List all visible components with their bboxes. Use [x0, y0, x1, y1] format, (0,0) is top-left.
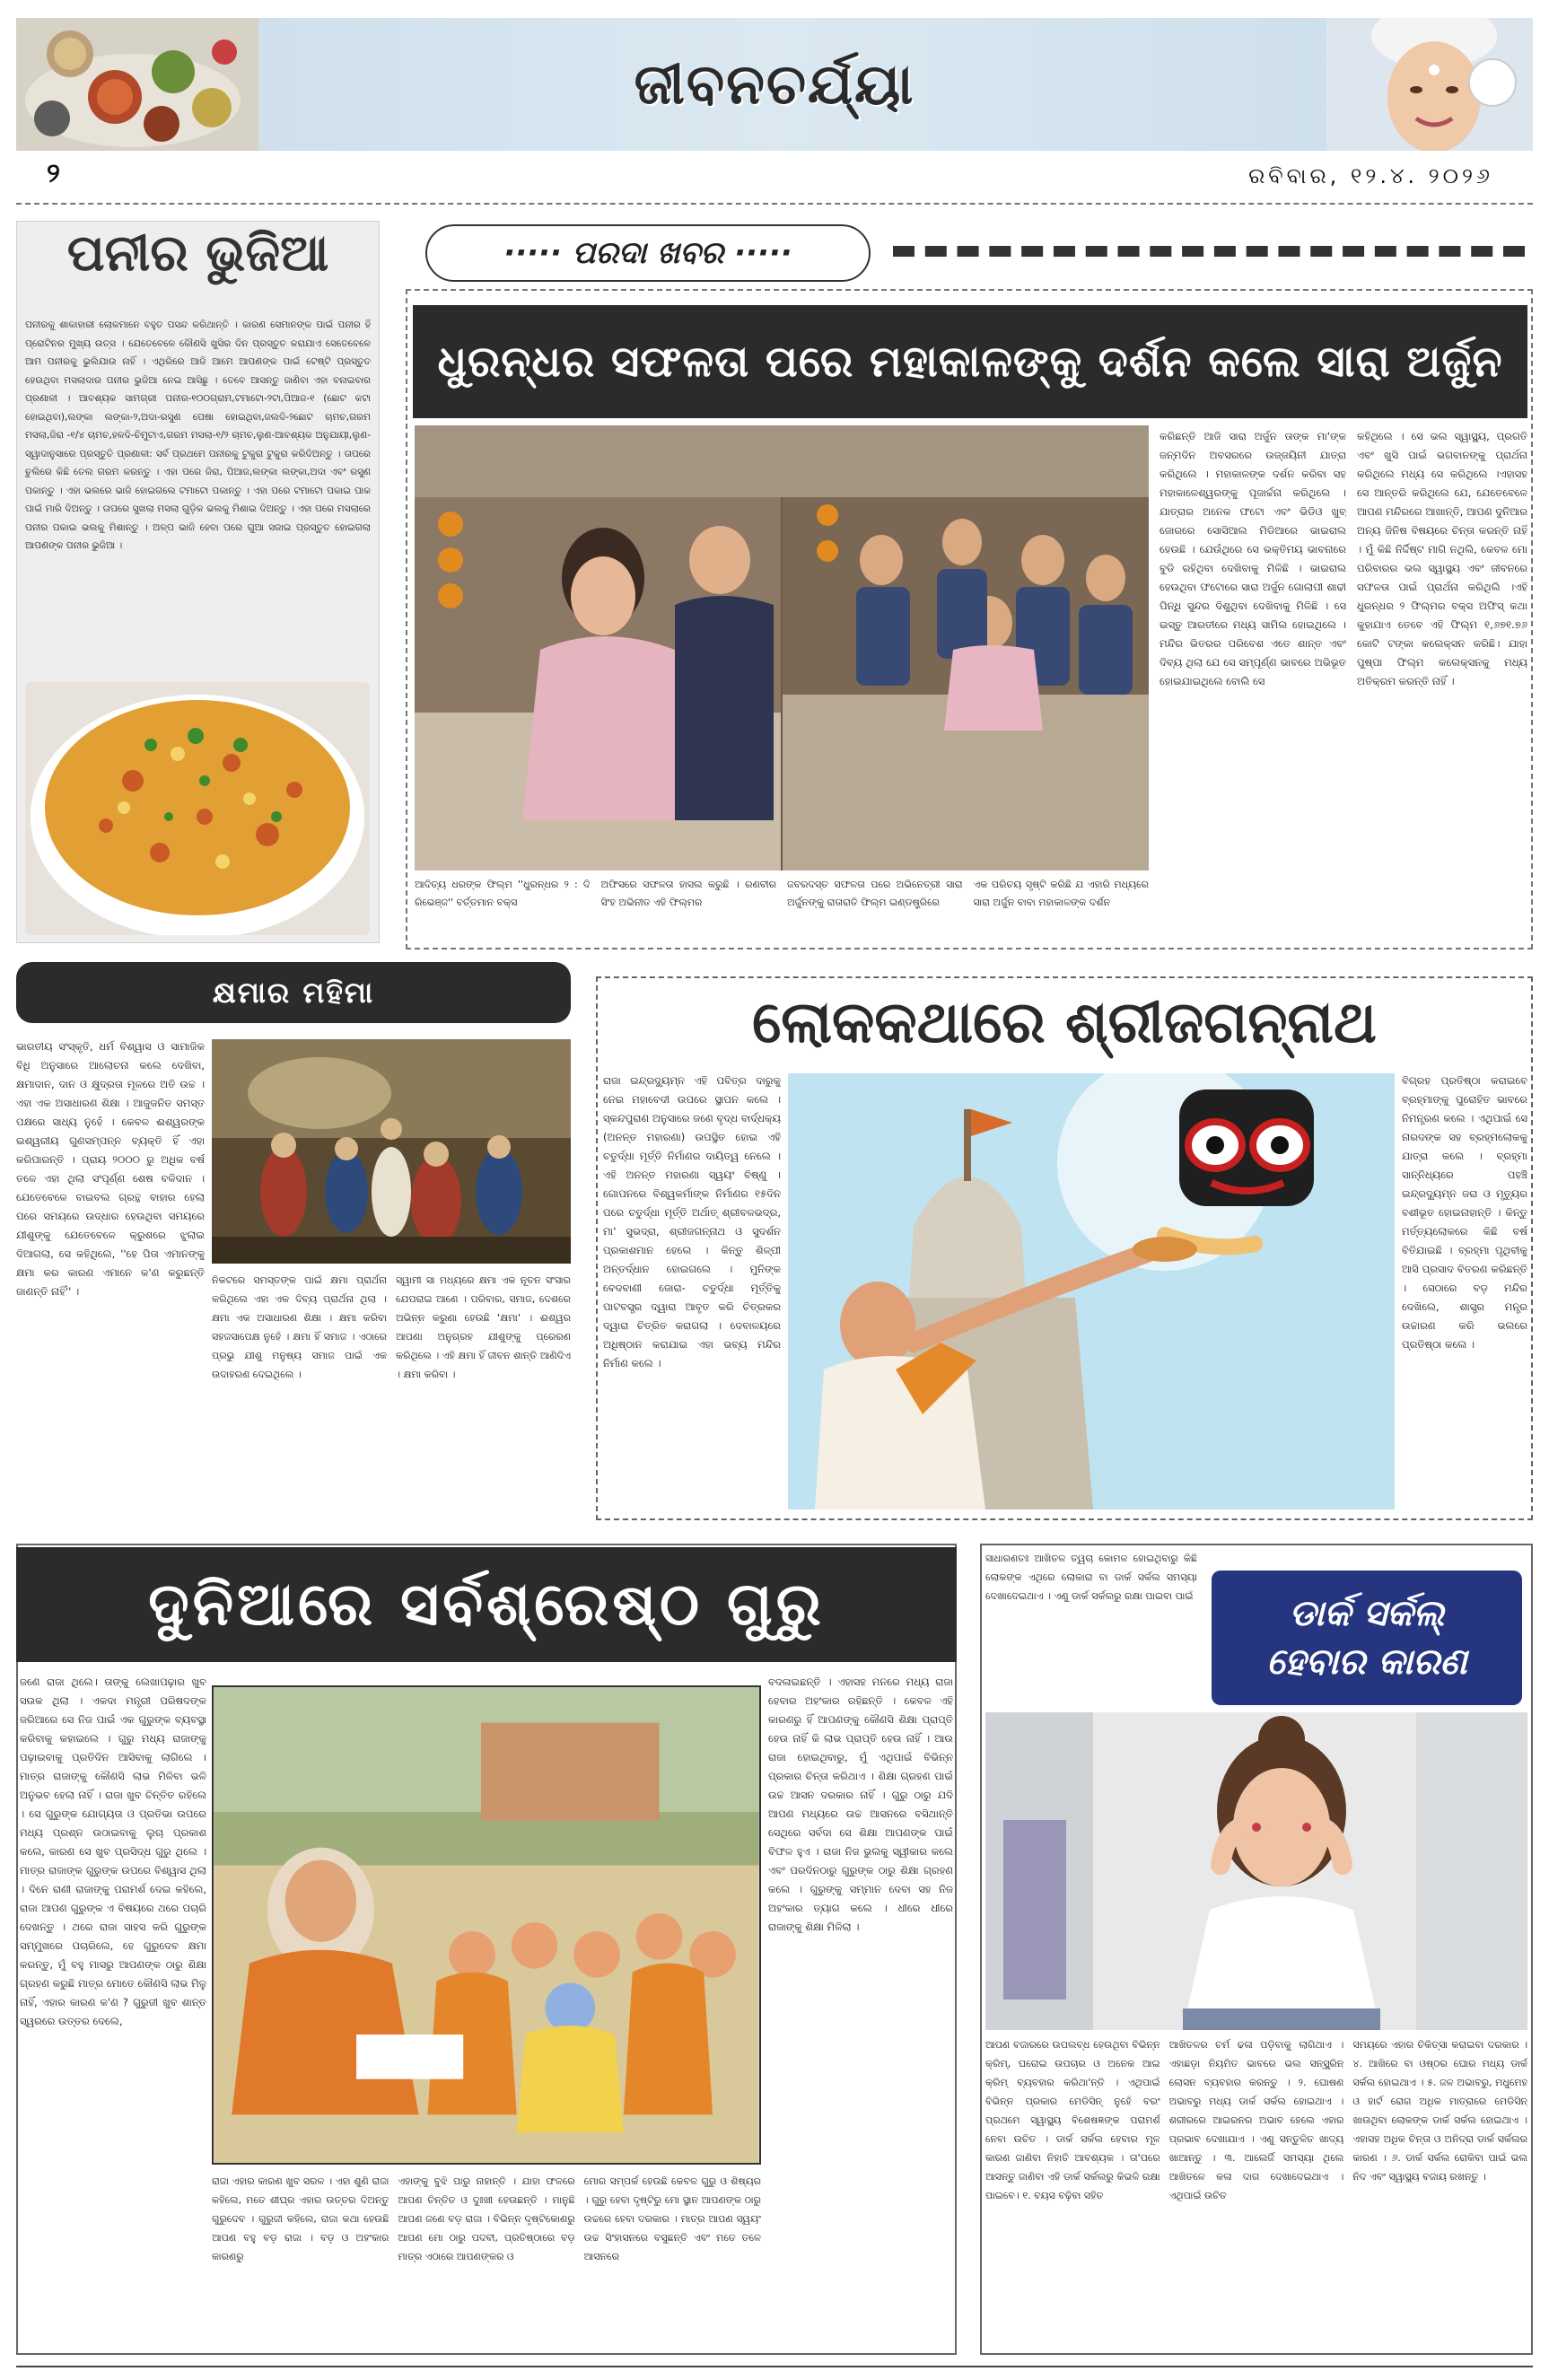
masthead-title: ଜୀବନଚର୍ଯ୍ୟା — [634, 51, 915, 117]
paneer-bhurji-photo — [25, 682, 370, 935]
film-news-column-1: କରିଛନ୍ତି ଆଜି ସାରା ଅର୍ଜୁନ ତାଙ୍କ ମା'ଙ୍କ ଜନ୍ମଦିନ ଅବସରରେ ଉଜ୍ଜୟିନୀ ଯାତ୍ରା କରିଥିଲେ । ମହାକାଳଙ୍କ ଦର୍ଶନ କରିବା ସହ ମହାକାଳେଶ୍ୱରଙ୍କୁ ପୂଜାର୍ଚ୍ଚନା କରିଥିଲେ । ଯାତ୍ରାର ଅନେକ ଫଟୋ ଏବଂ ଭିଡିଓ ଖୁବ୍ ଜୋରରେ ସୋସିଆଲ ମିଡିଆରେ ଭାଇରାଲ ହେଉଛି । ଯେଉଁଥିରେ ସେ ଭକ୍ତିମୟ ଭାବନାରେ ବୁଡି ରହିଥିବା ଦେଖିବାକୁ ମିଳିଛି । ଭାଇରାଲ ହେଉଥିବା ଫଟୋରେ ସାରା ଅର୍ଜୁନ ଗୋଲାପୀ ଶାଢୀ ପିନ୍ଧି ସୁନ୍ଦର ଦିଶୁଥିବା ଦେଖିବାକୁ ମିଳିଛି । ସେ ଇସ୍ତୁ ଆରତୀରେ ମଧ୍ୟ ସାମିଲ ହୋଇଥିଲେ । ମନ୍ଦିର ଭିତରର ପରିବେଶ ଏତେ ଶାନ୍ତ ଏବଂ ଦିବ୍ୟ ଥିଲା ଯେ ସେ ସମ୍ପୂର୍ଣ୍ଣ ଭାବରେ ଅଭିଭୂତ ହୋଇଯାଇଥିଲେ ବୋଲି ସେ — [1160, 430, 1346, 687]
footer-divider — [16, 2366, 1533, 2367]
folklore-column-1: ରାଜା ଇନ୍ଦ୍ରଦ୍ୟୁମ୍ନ ଏହି ପବିତ୍ର ଦାରୁକୁ ନେଇ ମହାବେଦୀ ଉପରେ ସ୍ଥାପନ କଲେ । ସ୍କନ୍ଦପୁରାଣ ଅନୁସାରେ ଜଣେ ବୃଦ୍ଧ ବାର୍ଦ୍ଧକ୍ୟ (ଅନନ୍ତ ମହାରଣା) ଉପସ୍ଥିତ ହୋଇ ଏହି ଚତୁର୍ଦ୍ଧା ମୂର୍ତ୍ତି ନିର୍ମାଣର ଦାୟିତ୍ୱ ନେଲେ । ଏହି ଅନନ୍ତ ମହାରଣା ସ୍ୱୟଂ ବିଷ୍ଣୁ । ଗୋପନରେ ବିଶ୍ୱକର୍ମାଙ୍କ ନିର୍ମାଣର ୧୫ଦିନ ପରେ ଚତୁର୍ଦ୍ଧା ମୂର୍ତ୍ତି ଅର୍ଥାତ୍ ଶ୍ରୀବଳଭଦ୍ର, ମା' ସୁଭଦ୍ରା, ଶ୍ରୀଜଗନ୍ନାଥ ଓ ସୁଦର୍ଶନ ପ୍ରକାଶମାନ ହେଲେ । କିନ୍ତୁ ଶିଳ୍ପୀ ଅନ୍ତର୍ଦ୍ଧାନ ହୋଇଗଲେ । ମୁନିଙ୍କ ବେଦବାଣୀ ଜୋରା- ଚତୁର୍ଦ୍ଧା ମୂର୍ତ୍ତିକୁ ପାଟବସ୍ତ୍ର ଦ୍ୱାରା ଆବୃତ କରି ଚିତ୍ରକର ଦ୍ୱାରା ଚିତ୍ରିତ କରାଗଲା । ଦେବାଳୟରେ ଅଧିଷ୍ଠାନ କରାଯାଇ ଏହା ଭବ୍ୟ ମନ୍ଦିର ନିର୍ମାଣ କଲେ । — [603, 1074, 781, 1369]
film-news-lead-2: ଅଫିସରେ ସଫଳତା ହାସଲ କରୁଛି । ରଣବୀର ସିଂହ ଅଭିନୀତ ଏହି ଫିଲ୍ମର — [600, 879, 776, 908]
dark-circle-title-line-2: ହେବାର କାରଣ — [1266, 1641, 1467, 1683]
forgiveness-lower-columns — [212, 1271, 571, 1522]
dark-circle-intro: ସାଧାରଣତଃ ଆଖିତଳ ତ୍ୱଚା କୋମଳ ହୋଇଥିବାରୁ କିଛି ଲୋକଙ୍କ ଏଥିରେ ଲୋକାରା ବା ଡାର୍କ ସର୍କଲ ସମସ୍ୟା ଦେଖାଦେଇଥାଏ । ଏଣୁ ଡାର୍କ ସର୍କଲରୁ ରକ୍ଷା ପାଇବା ପାଇଁ — [985, 1553, 1197, 1602]
forgiveness-column-1: ଭାରତୀୟ ସଂସ୍କୃତି, ଧର୍ମ ବିଶ୍ୱାସ ଓ ସାମାଜିକ ବିଧି ଅନୁସାରେ ଆଲୋଚନା କଲେ ଦେଖିବା, କ୍ଷମାଦାନ, ଦାନ ଓ କ୍ଷୁଦ୍ରତା ମୂଳରେ ଅତି ଉଚ୍ଚ । ଏହା ଏକ ଅସାଧାରଣ ଶିକ୍ଷା । ଆଜୁଜନିତ ସମସ୍ତ ପକ୍ଷରେ ସାଧ୍ୟ ନୁହେଁ । କେବଳ ଈଶ୍ୱରଙ୍କ ଇଶ୍ୱରୀୟ ଗୁଣସମ୍ପନ୍ନ ବ୍ୟକ୍ତି ହିଁ ଏହା କରିପାରନ୍ତି । ପ୍ରାୟ ୨୦୦୦ ରୁ ଅଧିକ ବର୍ଷ ତଳେ ଏହା ଥିଲା ସଂପୂର୍ଣ୍ଣ ଶେଷ ବଳିଦାନ । ଯେତେବେଳେ ବାଇବଲ ଗ୍ରନ୍ଥ ବାହାର ହେଲା ପରେ ସମୟରେ ଉଦ୍ଧାର ହେଉଥିବା ସମୟରେ ଯୀଶୁଙ୍କୁ ଯେତେବେଳେ କ୍ରୁଶରେ ଝୁଲାଇ ଦିଆଗଲା, ସେ କହିଥିଲେ, ''ହେ ପିତା ଏମାନଙ୍କୁ କ୍ଷମା କର କାରଣ ଏମାନେ କ'ଣ କରୁଛନ୍ତି ଜାଣନ୍ତି ନାହିଁ'' । — [16, 1040, 205, 1298]
dark-circle-title-line-1: ଡାର୍କ ସର୍କଲ୍ — [1289, 1593, 1445, 1634]
film-news-headline: ଧୁରନ୍ଧର ସଫଳତା ପରେ ମହାକାଳଙ୍କୁ ଦର୍ଶନ କଲେ ସାରା ଅର୍ଜୁନ — [413, 305, 1527, 418]
jagannath-illustration — [788, 1073, 1395, 1509]
dark-circle-columns — [985, 2035, 1527, 2351]
section-label: ····· ପରଦା ଖବର ····· — [425, 224, 871, 282]
guru-disciples-painting — [212, 1685, 761, 2165]
film-news-column-2: କହିଥିଲେ । ସେ ଭଲ ସ୍ୱାସ୍ଥ୍ୟ, ପ୍ରଗତି ଏବଂ ଖୁସି ପାଇଁ ଭଗବାନଙ୍କୁ ପ୍ରାର୍ଥନା କରିଥିଲେ ମଧ୍ୟ ସେ କରିଥିଲେ ।ଏହାସହ ସେ ଆନ୍ତରି କରିଥିଲେ ଯେ, ଯେତେବେଳେ ଆପଣ ମନ୍ଦିରରେ ଆଖାନ୍ତି, ଆପଣ ଦୁନିଆର ଅନ୍ୟ ଜିନିଷ ବିଷୟରେ ଚିନ୍ତା କରନ୍ତି ନାହିଁ । ମୁଁ କିଛି ନିର୍ଦ୍ଦିଷ୍ଟ ମାଗି ନଥିଲି, କେବଳ ମୋ ପରିବାରର ଭଲ ସ୍ୱାସ୍ଥ୍ୟ ଏବଂ ଜୀବନରେ ସଫଳତା ପାଇଁ ପ୍ରାର୍ଥନା କରିଥିଲି ।ଏହି ଧୁରନ୍ଧର ୨ ଫିଲ୍ମର ବକ୍ସ ଅଫିସ୍ କଥା କୁହାଯାଏ ତେବେ ଏହି ଫିଲ୍ମ ୧,୬୭୧.୭୬ କୋଟି ଟଙ୍କା କଲେକ୍ସନ କରିଛି। ଯାହା ପୁଷ୍ପା ଫିଲ୍ମ କଲେକ୍ସନକୁ ମଧ୍ୟ ଅତିକ୍ରମ କରନ୍ତି ନାହିଁ । — [1357, 430, 1527, 687]
model-illustration — [1326, 18, 1533, 151]
guru-lower-2: ଏହାଙ୍କୁ ବୁଝି ପାରୁ ନାହାନ୍ତି । ଯାହା ଫଳରେ ଆପଣ ଚିନ୍ତିତ ଓ ଦୁଃଖୀ ହେଉଛନ୍ତି । ମାନୁଛି ଆପଣ ଜଣେ ବଡ଼ ରାଜା । ବିଭିନ୍ନ ଦୃଷ୍ଟିକୋଣରୁ ଆପଣ ମୋ ଠାରୁ ପଦବୀ, ପ୍ରତିଷ୍ଠାରେ ବଡ଼ ମାତ୍ର ଏଠାରେ ଆପଣଙ୍କର ଓ — [398, 2175, 575, 2262]
forgiveness-column-2: ନିକଟରେ ସମସ୍ତଙ୍କ ପାଇଁ କ୍ଷମା ପ୍ରାର୍ଥନା କରିଥିଲେ ଏହା ଏକ ଦିବ୍ୟ ପ୍ରାର୍ଥନା ଥିଲା । କ୍ଷମା ଏକ ଅସାଧାରଣ ଶିକ୍ଷା । କ୍ଷମା କରିବା ସହଜସାପେକ୍ଷ ନୁହେଁ । କ୍ଷମା ହିଁ ସମାଜ । ଏଠାରେ ପ୍ରଭୁ ଯୀଶୁ ମନୁଷ୍ୟ ସମାଜ ପାଇଁ ଏକ ଉଦାହରଣ ଦେଇଥିଲେ । — [212, 1274, 387, 1380]
masthead-banner — [16, 18, 1533, 151]
guru-column-1: ଜଣେ ରାଜା ଥିଲେ। ତାଙ୍କୁ ଲେଖାପଢ଼ାର ଖୁବ ସଉକ ଥିଲା । ଏକଦା ମନ୍ତ୍ରୀ ପରିଷଦଙ୍କ ଜରିଆରେ ସେ ନିଜ ପାଇଁ ଏକ ଗୁରୁଙ୍କ ବ୍ୟବସ୍ଥା କରିବାକୁ କହାଇଲେ । ଗୁରୁ ମଧ୍ୟ ରାଜାଙ୍କୁ ପଢ଼ାଇବାକୁ ପ୍ରତିଦିନ ଆସିବାକୁ ଲାଗିଲେ । ମାତ୍ର ରାଜାଙ୍କୁ କୌଣସି ଲାଭ ମିଳିବା ଭଳି ଅନୁଭବ ହେଲା ନାହିଁ । ରାଜା ଖୁବ ଚିନ୍ତିତ ରହିଲେ । ସେ ଗୁରୁଙ୍କ ଯୋଗ୍ୟତା ଓ ପ୍ରତିଭା ଉପରେ ମଧ୍ୟ ପ୍ରଶ୍ନ ଉଠାଇବାକୁ ଲୁଚା ପ୍ରକାଶ କଲେ, କାରଣ ସେ ଖୁବ ପ୍ରସିଦ୍ଧ ଗୁରୁ ଥିଲେ । ମାତ୍ର ରାଜାଙ୍କ ଗୁରୁଙ୍କ ଉପରେ ବିଶ୍ୱାସ ଥିଲା । ଦିନେ ରାଣୀ ରାଜାଙ୍କୁ ପରାମର୍ଶ ଦେଇ କହିଲେ, ରାଜା ଆପଣ ଗୁରୁଙ୍କ ଏ ବିଷୟରେ ଥରେ ପଚାରି ଦେଖନ୍ତୁ । ଥରେ ରାଜା ସାହସ କରି ଗୁରୁଙ୍କ ସମ୍ମୁଖରେ ପଚାରିଲେ, ହେ ଗୁରୁଦେବ କ୍ଷମା କରନ୍ତୁ, ମୁଁ ବହୁ ମାସରୁ ଆପଣଙ୍କ ଠାରୁ ଶିକ୍ଷା ଗ୍ରହଣ କରୁଛି ମାତ୍ର ମୋତେ କୌଣସି ଲାଭ ମିଳୁ ନାହିଁ, ଏହାର କାରଣ କ'ଣ ? ଗୁରୁଜୀ ଖୁବ ଶାନ୍ତ ସ୍ୱରରେ ଉତ୍ତର ଦେଲେ, — [20, 1676, 206, 2027]
film-news-lead-columns — [415, 876, 1149, 948]
recipe-text: ପନୀରକୁ ଶାକାହାରୀ ଲୋକମାନେ ବହୁତ ପସନ୍ଦ କରିଥାନ୍ତି । କାରଣ ସେମାନଙ୍କ ପାଇଁ ପନୀର ହିଁ ପ୍ରୋଟିନର ମୁଖ୍ୟ ଉତ୍ସ । ଯେତେବେଳେ କୌଣସି ଖୁସିର ଦିନ ପ୍ରସ୍ତୁତ କରାଯାଏ ସେତେବେଳେ ଆମ ପନୀରକୁ ଭୁଲିଯାଉ ନାହିଁ । ଏଥିରିରେ ଆଜି ଆମେ ଆପଣଙ୍କ ପାଇଁ ଟେଷ୍ଟି ପ୍ରସ୍ତୁତ ହେଉଥିବା ମସଲାଦାର ପନୀର ଭୁଜିଆ ନେଇ ଆସିଛୁ । ତେବେ ଆସନ୍ତୁ ଜାଣିବା ଏହା ବନାଇବାର ପ୍ରଣାଳୀ । ଆବଶ୍ୟକ ସାମଗ୍ରୀ ପନୀର-୧୦୦ଗ୍ରାମ,ଟମାଟୋ-୨ଟା,ପିଆଜ-୧ (ଛୋଟ କଟା ହୋଇଥିବା),ଲଙ୍କା ଲଙ୍କା-୨,ଅଦା-ରସୁଣ ପେଷା ହୋଇଥିବା,ଜଲଦି-୨ଛୋଟ ଚାମଚ,ଗରମ ମସଲା,ଜିରା -୧/୪ ଚାମଚ,ହଳଦି-ଚିମୁଟାଏ,ଗରମ ମସଲା-୧/୨ ଚାମଚ,ଲୁଣ-ଆବଶ୍ୟକ ଅନୁଯାୟୀ,ଲୁଣ-ସ୍ୱାଦାନୁସାରେ ପ୍ରସ୍ତୁତି ପ୍ରଣାଳୀ: ସର୍ବ ପ୍ରଥମେ ପନୀରକୁ ଟୁକୁରା ଟୁକୁରା କରିଦିଅନ୍ତୁ । ତାପରେ ଚୁଲିରେ କିଛି ତେଲ ଗରମ କରନ୍ତୁ । ଏହା ପରେ ଜିରା, ପିଆଜ,ଲଙ୍କା ଲଙ୍କା,ଅଦା ଏବଂ ରସୁଣ ପକାନ୍ତୁ । ଏହା ଭଲରେ ଭାଜି ହୋଇଗଲେ ଟମାଟୋ ପକାନ୍ତୁ । ଏହା ପରେ ଟମାଟୋ ପକାଇ ପାକ ପାଇଁ ମାରି ଦିଅନ୍ତୁ । ତାପରେ ସୁଖଲା ମସଲା ଗୁଡ଼ିକ ଭଲକୁ ମିଶାଇ ଦିଅନ୍ତୁ । ଏହା ପରେ ମସଲାରେ ପନୀର ପକାଇ ଭଲକୁ ମିଶାନ୍ତୁ । ଅଳ୍ପ ଭାଜି ହେବା ପରେ ଗୁଆ ସଜାଇ ପ୍ରସ୍ତୁତ ହୋଇଗଲା ଆପଣଙ୍କ ପନୀର ଭୁଜିଆ । — [25, 319, 371, 551]
date-line: ରବିବାର, ୧୨.୪. ୨୦୨୬ — [1248, 163, 1493, 188]
guru-headline: ଦୁନିଆରେ ସର୍ବଶ୍ରେଷ୍ଠ ଗୁରୁ — [16, 1547, 957, 1662]
film-news-lead-4: ଏକ ପରିଚୟ ସୃଷ୍ଟି କରିଛି ଯ ଏହାରି ମଧ୍ୟରେ ସାରା ଅର୍ଜୁନ ବାବା ମହାକାଳଙ୍କ ଦର୍ଶନ — [973, 879, 1149, 908]
folklore-title: ଲୋକକଥାରେ ଶ୍ରୀଜଗନ୍ନାଥ — [752, 990, 1377, 1056]
dark-circle-column-3: ସମୟରେ ଏହାର ଚିକିତ୍ସା କରାଇବା ଦରକାର । ୪. ଆଖିରେ ବା ଓଷ୍ଠର ଘୋର ମଧ୍ୟ ଡାର୍କ ସର୍କଲ ହୋଇଥାଏ । ୫. ଜଳ ଅଭାବରୁ, ମଧୁମେହ ଓ ହାର୍ଟ ରୋଗ ଅଧିକ ମାତ୍ରାରେ ମେଡିସିନ୍ ଖାଉଥିବା ଲୋକଙ୍କ ଡାର୍କ ସର୍କଲ ହୋଇଥାଏ । ଏହାସହ ଅଧିକ ଚିନ୍ତା ଓ ଅନିଦ୍ରା ଡାର୍କ ସର୍କଲର କାରଣ । ୬. ଡାର୍କ ସର୍କଲ ରୋକିବା ପାଇଁ ଭଲ ନିଦ ଏବଂ ସ୍ୱାସ୍ଥ୍ୟ ବଜାୟ ରଖନ୍ତୁ । — [1352, 2039, 1528, 2183]
guru-lower-1: ରାଜା ଏହାର କାରଣ ଖୁବ ସରଳ । ଏହା ଶୁଣି ରାଜା କହିଲେ, ମତେ ଶୀଘ୍ର ଏହାର ଉତ୍ତର ଦିଅନ୍ତୁ ଗୁରୁଦେବ । ଗୁରୁଜୀ କହିଲେ, ରାଜା କଥା ହେଉଛି ଆପଣ ବହୁ ବଡ଼ ରାଜା । ବଡ଼ ଓ ଅହଂକାର କାରଣରୁ — [212, 2175, 389, 2262]
recipe-title: ପନୀର ଭୁଜିଆ — [66, 224, 329, 283]
header-divider — [16, 203, 1533, 205]
guru-lower-3: ମୋର ସମ୍ପର୍କ ହେଉଛି କେବଳ ଗୁରୁ ଓ ଶିଷ୍ୟର । ଗୁରୁ ହେବା ଦୃଷ୍ଟିରୁ ମୋ ସ୍ଥାନ ଆପଣଙ୍କ ଠାରୁ ଉଚ୍ଚରେ ହେବା ଦରକାର । ମାତ୍ର ଆପଣ ସ୍ୱୟଂ ଉଚ୍ଚ ସିଂହାସନରେ ବସୁଛନ୍ତି ଏବଂ ମତେ ତଳେ ଆସନରେ — [583, 2175, 761, 2262]
section-divider — [893, 246, 1525, 258]
page-number: ୨ — [47, 158, 60, 189]
dark-circle-column-1: ଆପଣ ବଜାରରେ ଉପଲବ୍ଧ ହେଉଥିବା ବିଭିନ୍ନ କ୍ରିମ୍, ଘରୋଇ ଉପଚାର ଓ ଅନେକ ଆଇ କ୍ରିମ୍ ବ୍ୟବହାର କରିଥା'ନ୍ତି । ଏଥିପାଇଁ ବିଭିନ୍ନ ପ୍ରକାର ମେଡିସିନ୍ ନୁହେଁ ବରଂ ପ୍ରଥମେ ସ୍ୱାସ୍ଥ୍ୟ ବିଶେଷଜ୍ଞଙ୍କ ପରାମର୍ଶ ନେବା ଉଚିତ । ଡାର୍କ ସର୍କଲ ହେବାର ମୂଳ କାରଣ ଜାଣିବା ନିହାତି ଆବଶ୍ୟକ । ତା'ପରେ ଆସନ୍ତୁ ଜାଣିବା ଏହି ଡାର୍କ ସର୍କଲରୁ କିଭଳି ରକ୍ଷା ପାଇବେ। ୧. ବୟସ ବଢ଼ିବା ସହିତ — [985, 2039, 1160, 2201]
dark-circle-title — [1212, 1571, 1522, 1705]
dark-circle-column-2: ଆଖିତଳର ଚର୍ମ ଢଳା ପଡ଼ିବାକୁ ଲାଗିଥାଏ । ଏହାଛଡ଼ା ନିୟମିତ ଭାବରେ ଭଲ ସନ୍‌ସ୍କ୍ରିନ୍ ଲୋସନ ବ୍ୟବହାର କରନ୍ତୁ । ୨. ଘୋଷଣ ଅଭାବରୁ ମଧ୍ୟ ଡାର୍କ ସର୍କଲ ହୋଇଥାଏ । ଶରୀରରେ ଆଇରନର ଅଭାବ ହେଲେ ଏହାର ପ୍ରଭାବ ଦେଖାଯାଏ । ଏଣୁ ସନ୍ତୁଳିତ ଖାଦ୍ୟ ଖାଆନ୍ତୁ । ୩. ଆଲେର୍ଜି ସମସ୍ୟା ଥିଲେ ଆଖିତଳେ କଳା ଦାଗ ଦେଖାଦେଇଥାଏ । ଏଥିପାଇଁ ଉଚିତ — [1168, 2039, 1344, 2201]
forgiveness-column-3: ସ୍ୱାମୀ ସା ମଧ୍ୟରେ କ୍ଷମା ଏକ ନୂତନ ସଂସାର ଯେପରାଇ ଆଣେ । ପରିବାର, ସମାଜ, ଦେଶରେ ଅଭିନ୍ନ କରୁଣା ହେଉଛି 'କ୍ଷମା' । ଈଶ୍ୱର ଆପଣା ଅନୁଗ୍ରହ ଯୀଶୁଙ୍କୁ ପ୍ରେରଣ କରିଥିଲେ । ଏହି କ୍ଷମା ହିଁ ଜୀବନ ଶାନ୍ତି ଆଣିଦିଏ । କ୍ଷମା କରିବା । — [396, 1274, 571, 1380]
folklore-column-2: ବିଗ୍ରହ ପ୍ରତିଷ୍ଠା କରାଇବେ ବ୍ରହ୍ମାଙ୍କୁ ପୁରୋହିତ ଭାବରେ ନିମନ୍ତ୍ରଣ କଲେ । ଏଥିପାଇଁ ସେ ନାରଦଙ୍କ ସହ ବ୍ରହ୍ମଲୋକକୁ ଯାତ୍ରା କଲେ । ବ୍ରହ୍ମା ସାନ୍ନିଧ୍ୟରେ ପହଞ୍ଚି ଇନ୍ଦ୍ରଦ୍ୟୁମ୍ନ ଜରା ଓ ମୃତ୍ୟୁର ବଶୀଭୂତ ହୋଇନାହାନ୍ତି । କିନ୍ତୁ ମର୍ତ୍ତ୍ୟଲୋକରେ କିଛି ବର୍ଷ ବିତିଯାଇଛି । ବ୍ରହ୍ମା ପୃଥିବୀକୁ ଆସି ପ୍ରସାଦ ବିତରଣ କରିଛନ୍ତି । ସେଠାରେ ବଡ଼ ମନ୍ଦିର ଦେଖିଲେ, ଶାସ୍ତ୍ର ମନ୍ତ୍ର ଉଚ୍ଚାରଣ କରି ଭଲରେ ପ୍ରତିଷ୍ଠା କଲେ । — [1402, 1074, 1527, 1351]
forgiveness-title: କ୍ଷମାର ମହିମା — [16, 962, 571, 1023]
film-news-lead-1: ଆଦିତ୍ୟ ଧରଙ୍କ ଫିଲ୍ମ ''ଧୁରନ୍ଧର ୨ : ଦି ରିଭେଞ୍ଜ'' ବର୍ତ୍ତମାନ ବକ୍ସ — [415, 879, 591, 908]
woman-touching-eyes-photo — [985, 1712, 1527, 2030]
guru-lower-columns — [212, 2172, 761, 2351]
guru-column-2: ବଦଳାଇଛନ୍ତି । ଏହାସହ ମନରେ ମଧ୍ୟ ରାଜା ହେବାର ଅହଂକାର ରହିଛନ୍ତି । କେବଳ ଏହି କାରଣରୁ ହିଁ ଆପଣଙ୍କୁ କୌଣସି ଶିକ୍ଷା ପ୍ରାପ୍ତି ହେଉ ନାହିଁ କି ଲାଭ ପ୍ରାପ୍ତି ହେଉ ନାହିଁ । ଆଉ ରାଜା ହୋଇଥିବାରୁ, ମୁଁ ଏଥିପାଇଁ ବିଭିନ୍ନ ପ୍ରକାର ଚିନ୍ତା କରିଥାଏ । ଶିକ୍ଷା ଗ୍ରହଣ ପାଇଁ ଉଚ୍ଚ ଆସନ ଦରକାର ନାହିଁ । ଗୁରୁ ଠାରୁ ଯଦି ଆପଣ ମଧ୍ୟରେ ଉଚ୍ଚ ଆସନରେ ବସିଥାନ୍ତି ସେଥିରେ ସର୍ବଦା ସେ ଶିକ୍ଷା ଆପଣଙ୍କ ପାଇଁ ବିଫଳ ହୁଏ । ରାଜା ନିଜ ଭୁଲକୁ ସ୍ୱୀକାର କଲେ ଏବଂ ପରଦିନଠାରୁ ଗୁରୁଙ୍କ ଠାରୁ ଶିକ୍ଷା ଗ୍ରହଣ କଲେ । ଗୁରୁଙ୍କୁ ସମ୍ମାନ ଦେବା ସହ ନିଜ ଅହଂକାର ତ୍ୟାଗ କଲେ । ଧୀରେ ଧୀରେ ରାଜାଙ୍କୁ ଶିକ୍ଷା ମିଳିଲା । — [768, 1676, 953, 1933]
temple-visit-photo — [415, 425, 1149, 871]
forgiveness-painting — [212, 1039, 571, 1264]
film-news-lead-3: ଜବରଦସ୍ତ ସଫଳତା ପରେ ଅଭିନେତ୍ରୀ ସାରା ଅର୍ଜୁନଙ୍କୁ ରାତାରାତି ଫିଲ୍ମ ଇଣ୍ଡଷ୍ଟ୍ରିରେ — [787, 879, 963, 908]
